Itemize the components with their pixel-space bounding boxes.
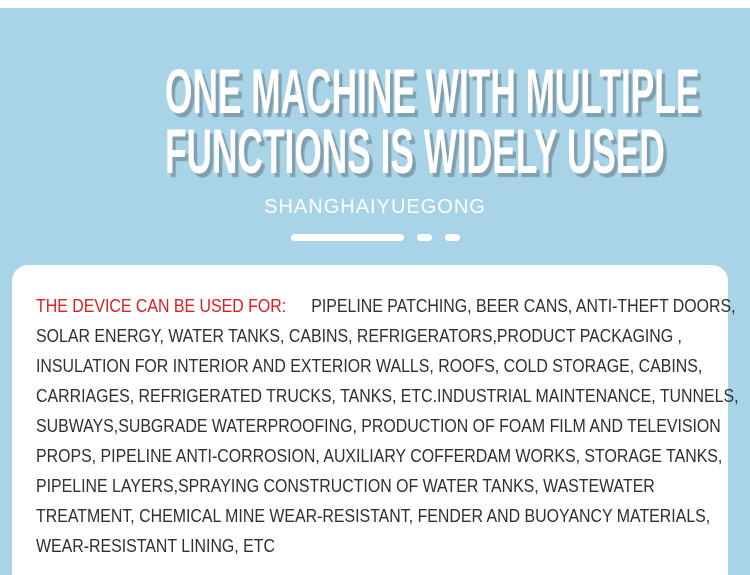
hero-title-line-1: ONE MACHINE WITH MULTIPLE xyxy=(165,57,700,127)
uses-line-1-text: PIPELINE PATCHING, BEER CANS, ANTI-THEFT DOORS, xyxy=(311,295,736,316)
uses-line-3: INSULATION FOR INTERIOR AND EXTERIOR WALLS, ROOFS, COLD STORAGE, CABINS, xyxy=(36,355,703,376)
uses-line-1 xyxy=(36,291,736,321)
divider-decoration xyxy=(0,234,750,241)
uses-line-8: TREATMENT, CHEMICAL MINE WEAR-RESISTANT, FENDER AND BUOYANCY MATERIALS, xyxy=(36,505,711,526)
top-white-strip xyxy=(0,0,750,8)
uses-line-2: SOLAR ENERGY, WATER TANKS, CABINS, REFRIGERATORS,PRODUCT PACKAGING , xyxy=(36,325,682,346)
uses-label: THE DEVICE CAN BE USED FOR: xyxy=(36,295,287,316)
brand-name: SHANGHAIYUEGONG xyxy=(264,196,486,218)
divider-dot-1 xyxy=(417,234,432,241)
hero-title xyxy=(0,57,750,187)
content-card xyxy=(12,265,739,575)
divider-dot-2 xyxy=(445,234,460,241)
uses-line-7: PIPELINE LAYERS,SPRAYING CONSTRUCTION OF WATER TANKS, WASTEWATER xyxy=(36,475,655,496)
hero-title-line-2: FUNCTIONS IS WIDELY USED xyxy=(165,117,665,187)
uses-line-4: CARRIAGES, REFRIGERATED TRUCKS, TANKS, ETC.INDUSTRIAL MAINTENANCE, TUNNELS, xyxy=(36,385,739,406)
divider-bar xyxy=(291,234,404,241)
uses-line-9: WEAR-RESISTANT LINING, ETC xyxy=(36,535,275,556)
hero-section xyxy=(0,8,750,241)
device-uses-paragraph xyxy=(36,291,739,561)
uses-line-6: PROPS, PIPELINE ANTI-CORROSION, AUXILIARY COFFERDAM WORKS, STORAGE TANKS, xyxy=(36,445,723,466)
uses-line-5: SUBWAYS,SUBGRADE WATERPROOFING, PRODUCTION OF FOAM FILM AND TELEVISION xyxy=(36,415,721,436)
